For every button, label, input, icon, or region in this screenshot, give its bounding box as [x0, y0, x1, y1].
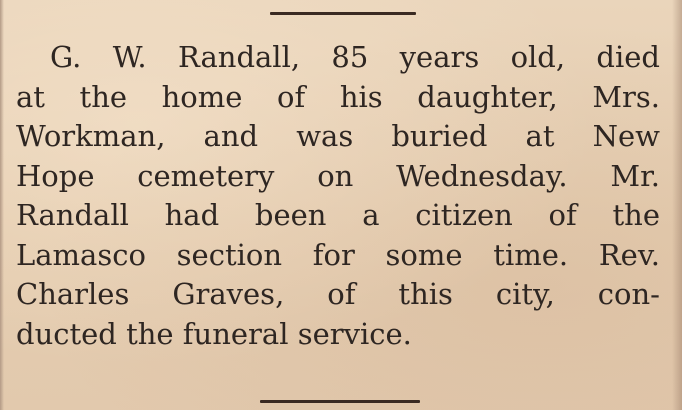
article-line: G. W. Randall, 85 years old, died: [50, 40, 660, 74]
article-line: Randall had been a citizen of the: [16, 198, 660, 232]
article-line: ducted the funeral service.: [16, 316, 412, 351]
obituary-paragraph: [16, 38, 660, 354]
article-line: at the home of his daughter, Mrs.: [16, 79, 660, 114]
bottom-divider-rule: [260, 400, 420, 403]
article-line: Workman, and was buried at New: [16, 119, 660, 153]
top-divider-rule: [270, 12, 416, 15]
article-line: Charles Graves, of this city, con-: [16, 277, 660, 311]
paper-left-edge: [0, 0, 4, 410]
paper-right-edge: [672, 0, 682, 410]
article-line: Lamasco section for some time. Rev.: [16, 237, 660, 272]
article-line: Hope cemetery on Wednesday. Mr.: [16, 158, 660, 193]
